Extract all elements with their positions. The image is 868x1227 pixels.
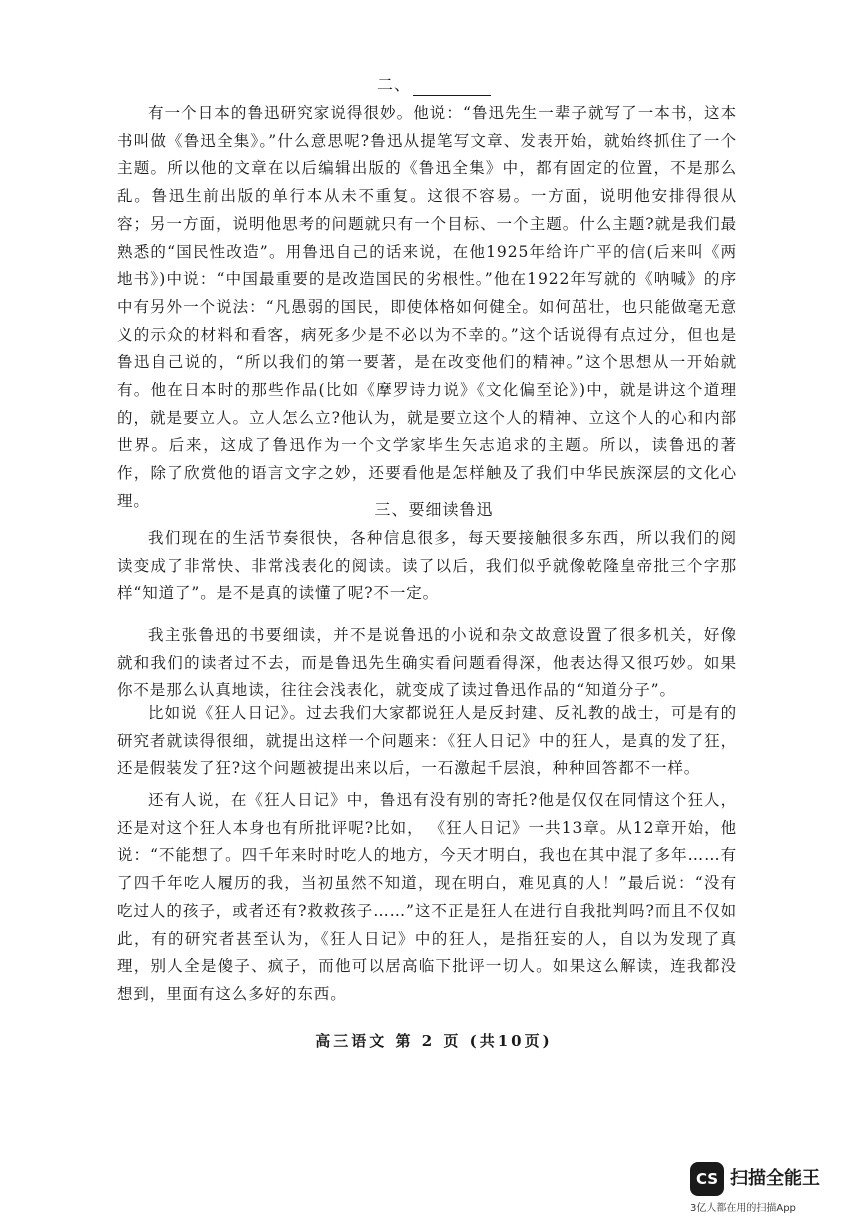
watermark-tagline: 3亿人都在用的扫描App	[690, 1203, 796, 1214]
paragraph-1: 有一个日本的鲁迅研究家说得很妙。他说：“鲁迅先生一辈子就写了一本书，这本书叫做《鲁迅全集》。”什么意思呢?鲁迅从提笔写文章、发表开始，就始终抓住了一个主题。所以他的文章在以后编辑出版的《鲁迅全集》中，都有固定的位置，不是那么乱。鲁迅生前出版的单行本从未不重复。这很不容易。一方面，说明他安排得很从容；另一方面，说明他思考的问题就只有一个目标、一个主题。什么主题?就是我们最熟悉的“国民性改造”。用鲁迅自己的话来说，在他1925年给许广平的信(后来叫《两地书》)中说：“中国最重要的是改造国民的劣根性。”他在1922年写就的《呐喊》的序中有另外一个说法：“凡愚弱的国民，即使体格如何健全。如何茁壮，也只能做毫无意义的示众的材料和看客，病死多少是不必以为不幸的。”这个话说得有点过分，但也是鲁迅自己说的，“所以我们的第一要著，是在改变他们的精神。”这个思想从一开始就有。他在日本时的那些作品(比如《摩罗诗力说》《文化偏至论》)中，就是讲这个道理的，就是要立人。立人怎么立?他认为，就是要立这个人的精神、立这个人的心和内部世界。后来，这成了鲁迅作为一个文学家毕生矢志追求的主题。所以，读鲁迅的著作，除了欣赏他的语言文字之妙，还要看他是怎样触及了我们中华民族深层的文化心理。	[117, 104, 737, 510]
paragraph-5: 还有人说，在《狂人日记》中，鲁迅有没有别的寄托?他是仅仅在同情这个狂人，还是对这个狂人本身也有所批评呢?比如， 《狂人日记》一共13章。从12章开始，他说：“不能想了。四千年来时时吃人的地方，今天才明白，我也在其中混了多年……有了四千年吃人履历的我，当初虽然不知道，现在明白，难见真的人！”最后说：“没有吃过人的孩子，或者还有?救救孩子……”这不正是狂人在进行自我批判吗?而且不仅如此，有的研究者甚至认为，《狂人日记》中的狂人，是指狂妄的人，自以为发现了真理，别人全是傻子、疯子，而他可以居高临下批评一切人。如果这么解读，连我都没想到，里面有这么多好的东西。	[117, 791, 737, 1003]
paragraph-3: 我主张鲁迅的书要细读，并不是说鲁迅的小说和杂文故意设置了很多机关，好像就和我们的读者过不去，而是鲁迅先生确实看问题看得深，他表达得又很巧妙。如果你不是那么认真地读，往往会浅表化，就变成了读过鲁迅作品的“知道分子”。	[117, 626, 737, 700]
paragraph-4: 比如说《狂人日记》。过去我们大家都说狂人是反封建、反礼教的战士，可是有的研究者就读得很细，就提出这样一个问题来：《狂人日记》中的狂人，是真的发了狂，还是假装发了狂?这个问题被提出来以后，一石激起千层浪，种种回答都不一样。	[117, 704, 737, 778]
section-two-heading	[0, 74, 868, 96]
section-two-label: 二、	[376, 75, 411, 94]
section-two-blank-line	[413, 79, 491, 96]
camscanner-logo-icon: CS	[690, 1162, 724, 1196]
paragraph-2: 我们现在的生活节奏很快，各种信息很多，每天要接触很多东西，所以我们的阅读变成了非常快、非常浅表化的阅读。读了以后，我们似乎就像乾隆皇帝批三个字那样“知道了”。是不是真的读懂了呢?不一定。	[117, 529, 737, 603]
section-three-heading: 三、要细读鲁迅	[374, 500, 494, 519]
scanner-watermark	[690, 1162, 850, 1218]
page-footer: 高三语文 第 2 页 (共10页)	[315, 1032, 553, 1050]
watermark-app-name: 扫描全能王	[730, 1168, 820, 1189]
